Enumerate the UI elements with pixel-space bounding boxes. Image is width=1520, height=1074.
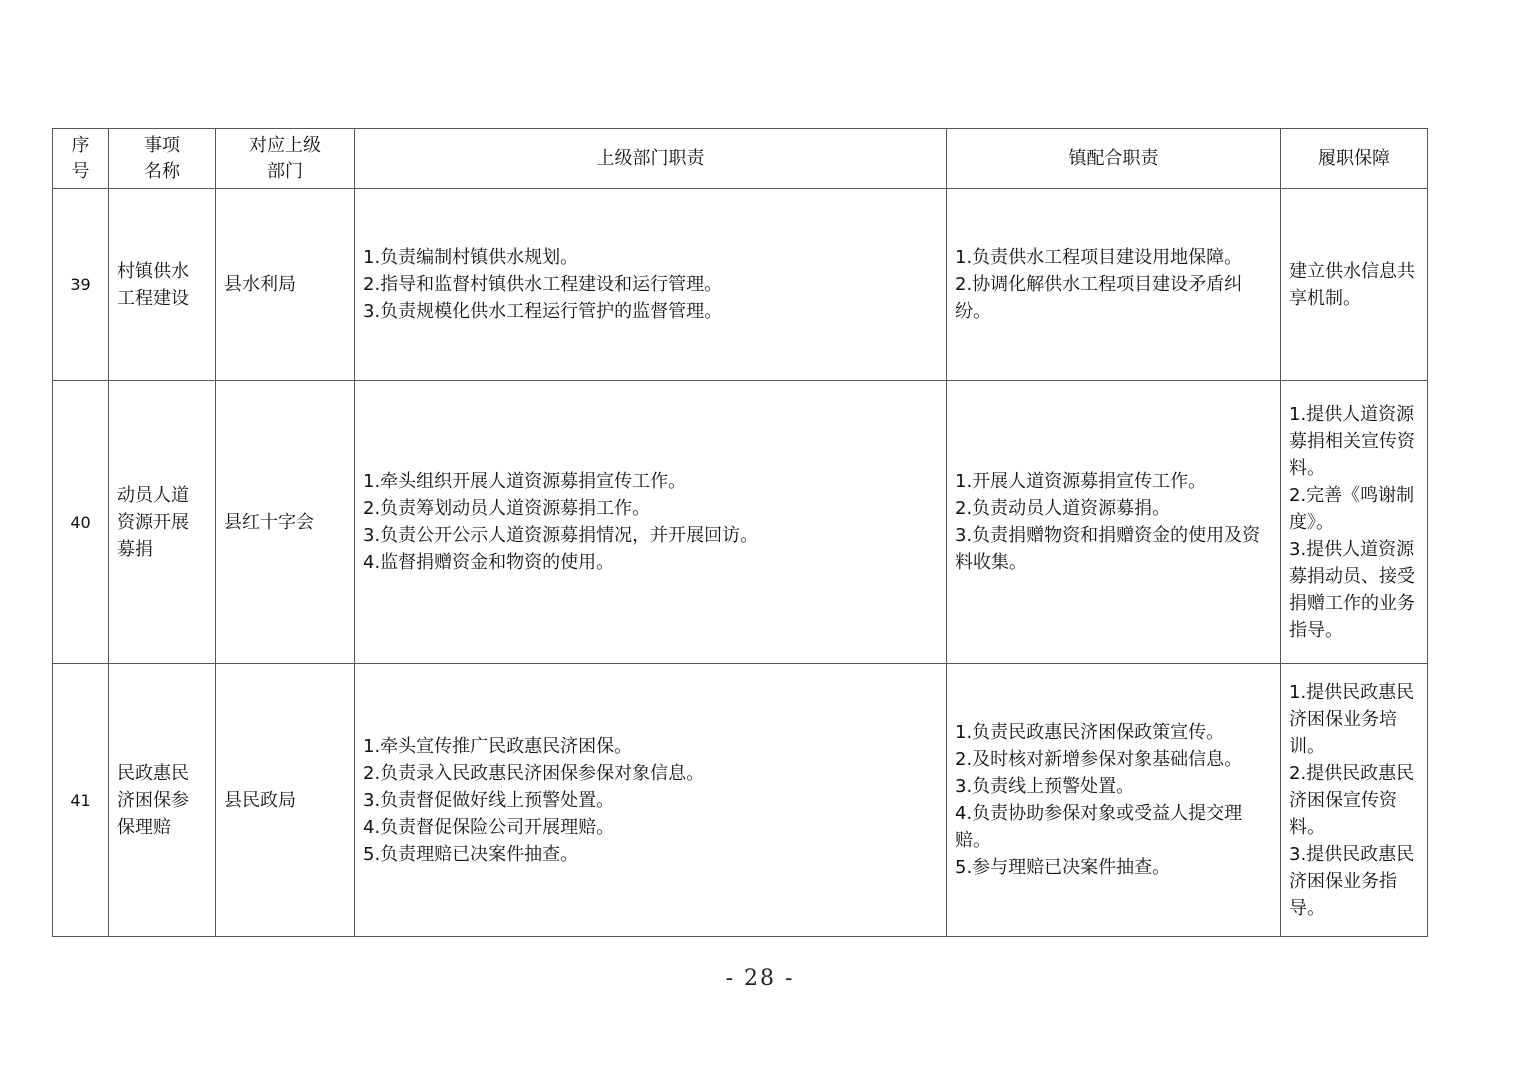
duty-table bbox=[52, 128, 1428, 937]
row-seq: 41 bbox=[53, 664, 109, 937]
row-upper-duties bbox=[355, 664, 947, 937]
header-seq-line: 号 bbox=[71, 160, 90, 182]
header-upper-duties: 上级部门职责 bbox=[355, 129, 947, 189]
duty-line: 5.参与理赔已决案件抽查。 bbox=[955, 857, 1171, 878]
row-guarantee bbox=[1281, 664, 1428, 937]
item-name-line: 济困保参 bbox=[117, 789, 189, 811]
row-upper-duties bbox=[355, 381, 947, 664]
guarantee-line: 1.提供民政惠民济困保业务培训。 bbox=[1289, 681, 1415, 757]
row-dept: 县红十字会 bbox=[216, 381, 355, 664]
guarantee-line: 2.完善《鸣谢制度》。 bbox=[1289, 484, 1415, 533]
row-guarantee bbox=[1281, 381, 1428, 664]
row-guarantee bbox=[1281, 189, 1428, 381]
row-upper-duties bbox=[355, 189, 947, 381]
duty-line: 3.负责规模化供水工程运行管护的监督管理。 bbox=[363, 301, 723, 322]
duty-line: 3.负责捐赠物资和捐赠资金的使用及资料收集。 bbox=[955, 525, 1261, 573]
header-name-line: 事项 bbox=[144, 134, 180, 156]
header-town-duties: 镇配合职责 bbox=[947, 129, 1281, 189]
duty-line: 2.协调化解供水工程项目建设矛盾纠纷。 bbox=[955, 274, 1243, 322]
header-seq bbox=[53, 129, 109, 189]
row-dept: 县水利局 bbox=[216, 189, 355, 381]
item-name-line: 募捐 bbox=[117, 538, 153, 560]
item-name-line: 资源开展 bbox=[117, 511, 189, 533]
guarantee-line: 建立供水信息共享机制。 bbox=[1289, 260, 1415, 309]
row-item-name bbox=[109, 381, 216, 664]
duty-line: 1.负责编制村镇供水规划。 bbox=[363, 247, 579, 268]
duty-line: 2.指导和监督村镇供水工程建设和运行管理。 bbox=[363, 274, 723, 295]
item-name-line: 村镇供水 bbox=[117, 260, 189, 282]
header-guarantee: 履职保障 bbox=[1281, 129, 1428, 189]
duty-line: 2.负责动员人道资源募捐。 bbox=[955, 498, 1171, 519]
duty-line: 4.负责督促保险公司开展理赔。 bbox=[363, 816, 615, 838]
row-seq: 39 bbox=[53, 189, 109, 381]
item-name-line: 动员人道 bbox=[117, 484, 189, 506]
table-row bbox=[53, 381, 1428, 664]
guarantee-line: 3.提供人道资源募捐动员、接受捐赠工作的业务指导。 bbox=[1289, 538, 1415, 641]
row-dept: 县民政局 bbox=[216, 664, 355, 937]
guarantee-line: 1.提供人道资源募捐相关宣传资料。 bbox=[1289, 403, 1415, 479]
table-row bbox=[53, 189, 1428, 381]
header-dept-line: 部门 bbox=[267, 160, 303, 182]
guarantee-line: 3.提供民政惠民济困保业务指导。 bbox=[1289, 843, 1415, 919]
duty-line: 2.及时核对新增参保对象基础信息。 bbox=[955, 749, 1243, 770]
page-number: - 28 - bbox=[725, 966, 795, 991]
row-town-duties bbox=[947, 189, 1281, 381]
row-seq: 40 bbox=[53, 381, 109, 664]
row-item-name bbox=[109, 189, 216, 381]
header-name bbox=[109, 129, 216, 189]
row-town-duties bbox=[947, 381, 1281, 664]
duty-line: 1.负责民政惠民济困保政策宣传。 bbox=[955, 722, 1225, 743]
duty-line: 4.监督捐赠资金和物资的使用。 bbox=[363, 552, 615, 573]
duty-line: 3.负责督促做好线上预警处置。 bbox=[363, 789, 615, 811]
duty-line: 5.负责理赔已决案件抽查。 bbox=[363, 843, 579, 865]
duty-line: 3.负责线上预警处置。 bbox=[955, 776, 1135, 797]
item-name-line: 工程建设 bbox=[117, 287, 189, 309]
table-row bbox=[53, 664, 1428, 937]
duty-line: 2.负责录入民政惠民济困保参保对象信息。 bbox=[363, 762, 705, 784]
header-dept-line: 对应上级 bbox=[249, 134, 321, 156]
duty-line: 2.负责筹划动员人道资源募捐工作。 bbox=[363, 498, 651, 519]
duty-line: 3.负责公开公示人道资源募捐情况，并开展回访。 bbox=[363, 525, 759, 546]
duty-line: 1.牵头组织开展人道资源募捐宣传工作。 bbox=[363, 471, 687, 492]
duty-line: 4.负责协助参保对象或受益人提交理赔。 bbox=[955, 803, 1243, 851]
duty-line: 1.开展人道资源募捐宣传工作。 bbox=[955, 471, 1207, 492]
table-header-row bbox=[53, 129, 1428, 189]
item-name-line: 民政惠民 bbox=[117, 762, 189, 784]
guarantee-line: 2.提供民政惠民济困保宣传资料。 bbox=[1289, 762, 1415, 838]
row-town-duties bbox=[947, 664, 1281, 937]
header-seq-line: 序 bbox=[71, 134, 90, 156]
item-name-line: 保理赔 bbox=[117, 816, 171, 838]
duty-line: 1.负责供水工程项目建设用地保障。 bbox=[955, 247, 1243, 268]
header-dept bbox=[216, 129, 355, 189]
row-item-name bbox=[109, 664, 216, 937]
duty-line: 1.牵头宣传推广民政惠民济困保。 bbox=[363, 735, 633, 757]
header-name-line: 名称 bbox=[144, 160, 180, 182]
